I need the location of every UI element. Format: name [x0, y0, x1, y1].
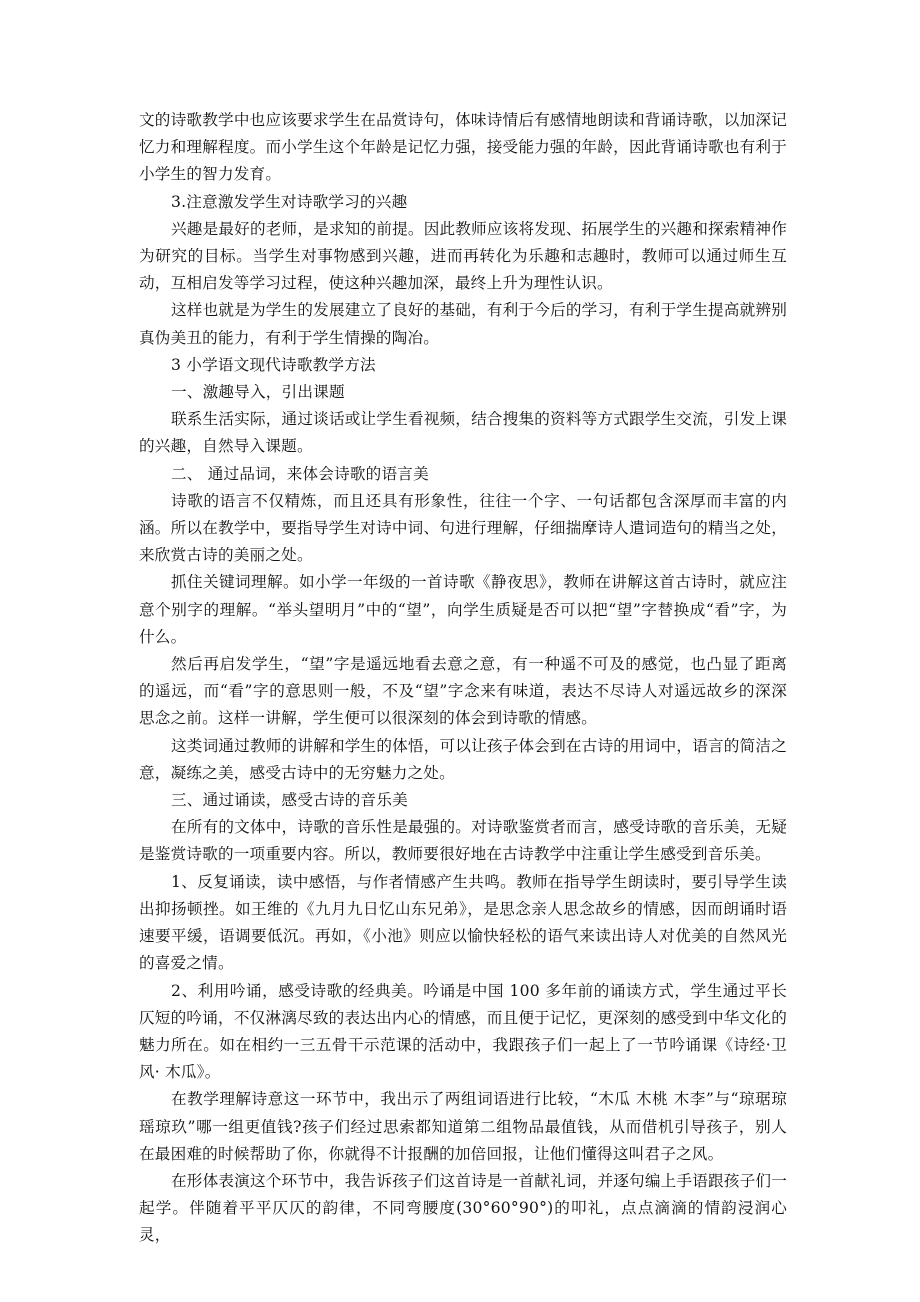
document-body: [139, 107, 787, 1250]
paragraph: 这样也就是为学生的发展建立了良好的基础，有利于今后的学习，有利于学生提高就辨别真伪美丑的能力，有利于学生情操的陶冶。: [139, 301, 787, 347]
paragraph: 2、利用吟诵，感受诗歌的经典美。吟诵是中国 100 多年前的诵读方式，学生通过平长仄短的吟诵，不仅淋漓尽致的表达出内心的情感，而且便于记忆，更深刻的感受到中华文化的魅力所在。如在相约一三五骨干示范课的活动中，我跟孩子们一起上了一节吟诵课《诗经·卫风· 木瓜》。: [139, 981, 787, 1082]
paragraph: 联系生活实际，通过谈话或让学生看视频，结合搜集的资料等方式跟学生交流，引发上课的兴趣，自然导入课题。: [139, 410, 787, 456]
paragraph: 在所有的文体中，诗歌的音乐性是最强的。对诗歌鉴赏者而言，感受诗歌的音乐美，无疑是鉴赏诗歌的一项重要内容。所以，教师要很好地在古诗教学中注重让学生感受到音乐美。: [139, 818, 787, 864]
subsection-heading: 三、通过诵读，感受古诗的音乐美: [171, 791, 408, 810]
subsection-heading: 二、 通过品词，来体会诗歌的语言美: [171, 464, 429, 483]
paragraph: 兴趣是最好的老师，是求知的前提。因此教师应该将发现、拓展学生的兴趣和探索精神作为研究的目标。当学生对事物感到兴趣，进而再转化为乐趣和志趣时，教师可以通过师生互动，互相启发等学习过程，使这种兴趣加深，最终上升为理性认识。: [139, 219, 787, 293]
subsection-heading: 一、激趣导入，引出课题: [171, 383, 345, 402]
paragraph: 这类词通过教师的讲解和学生的体悟，可以让孩子体会到在古诗的用词中，语言的简洁之意，凝练之美，感受古诗中的无穷魅力之处。: [139, 736, 787, 782]
section-heading: 3 小学语文现代诗歌教学方法: [171, 355, 376, 374]
paragraph: 然后再启发学生，“望”字是遥远地看去意之意，有一种遥不可及的感觉，也凸显了距离的遥远，而“看”字的意思则一般，不及“望”字念来有味道，表达不尽诗人对遥远故乡的深深思念之前。这样一讲解，学生便可以很深刻的体会到诗歌的情感。: [139, 655, 787, 728]
paragraph: 诗歌的语言不仅精炼，而且还具有形象性，往往一个字、一句话都包含深厚而丰富的内涵。所以在教学中，要指导学生对诗中词、句进行理解，仔细揣摩诗人遣词造句的精当之处，来欣赏古诗的美丽之处。: [139, 491, 787, 565]
paragraph: 在教学理解诗意这一环节中，我出示了两组词语进行比较，“木瓜 木桃 木李”与“琼琚琼瑶琼玖”哪一组更值钱?孩子们经过思索都知道第二组物品最值钱，从而借机引导孩子，别人在最困难的时候帮助了你，你就得不计报酬的加倍回报，让他们懂得这叫君子之风。: [139, 1090, 787, 1163]
paragraph-continued: 文的诗歌教学中也应该要求学生在品赏诗句，体味诗情后有感情地朗读和背诵诗歌，以加深记忆力和理解程度。而小学生这个年龄是记忆力强，接受能力强的年龄，因此背诵诗歌也有利于小学生的智力发育。: [139, 111, 787, 184]
paragraph: 1、反复诵读，读中感悟，与作者情感产生共鸣。教师在指导学生朗读时，要引导学生读出抑扬顿挫。如王维的《九月九日忆山东兄弟》，是思念亲人思念故乡的情感，因而朗诵时语速要平缓，语调要低沉。再如，《小池》则应以愉快轻松的语气来读出诗人对优美的自然风光的喜爱之情。: [139, 872, 787, 973]
paragraph: 抓住关键词理解。如小学一年级的一首诗歌《静夜思》，教师在讲解这首古诗时，就应注意个别字的理解。“举头望明月”中的“望”，向学生质疑是否可以把“望”字替换成“看”字，为什么。: [139, 573, 787, 646]
paragraph: 在形体表演这个环节中，我告诉孩子们这首诗是一首献礼词，并逐句编上手语跟孩子们一起学。伴随着平平仄仄的韵律，不同弯腰度(30°60°90°)的叩礼，点点滴滴的情韵浸润心灵，: [139, 1171, 787, 1245]
section-heading: 3.注意激发学生对诗歌学习的兴趣: [171, 192, 408, 211]
